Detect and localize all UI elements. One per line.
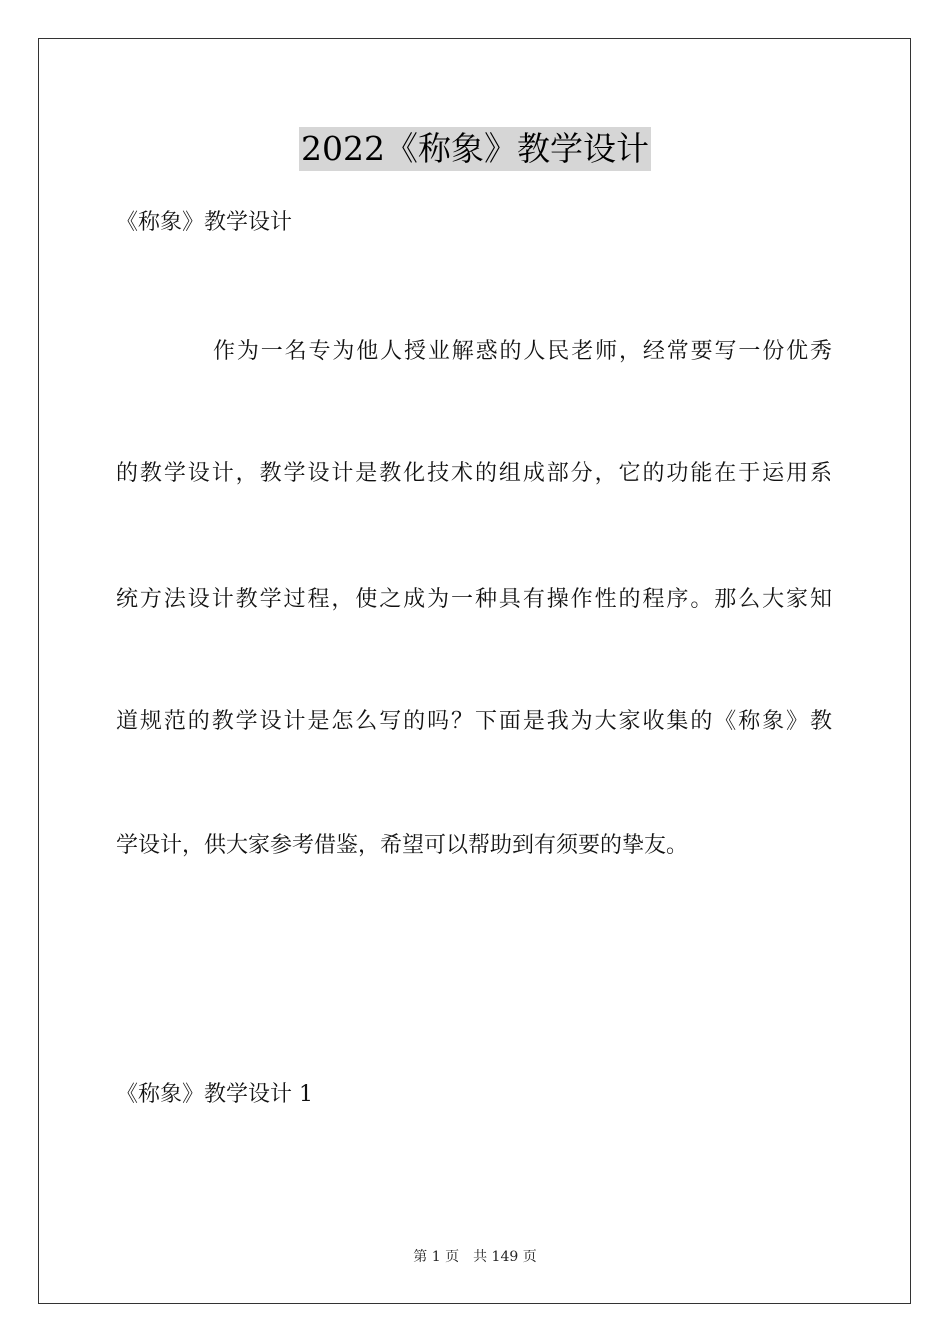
document-title-text: 2022《称象》教学设计 [299,127,651,171]
page-number-current: 第 1 页 [413,1249,460,1265]
intro-paragraph-line: 道规范的教学设计是怎么写的吗？下面是我为大家收集的《称象》教 [116,709,832,734]
intro-paragraph-line: 学设计，供大家参考借鉴，希望可以帮助到有须要的挚友。 [116,833,689,858]
section-heading: 《称象》教学设计 1 [116,1082,313,1107]
page-number-total: 共 149 页 [473,1249,537,1265]
intro-paragraph-line: 作为一名专为他人授业解惑的人民老师，经常要写一份优秀 [213,339,832,364]
document-title [0,127,950,171]
document-subtitle: 《称象》教学设计 [116,210,293,235]
page-footer [0,1247,950,1267]
intro-paragraph-line: 统方法设计教学过程，使之成为一种具有操作性的程序。那么大家知 [116,587,832,612]
intro-paragraph-line: 的教学设计，教学设计是教化技术的组成部分，它的功能在于运用系 [116,461,832,486]
